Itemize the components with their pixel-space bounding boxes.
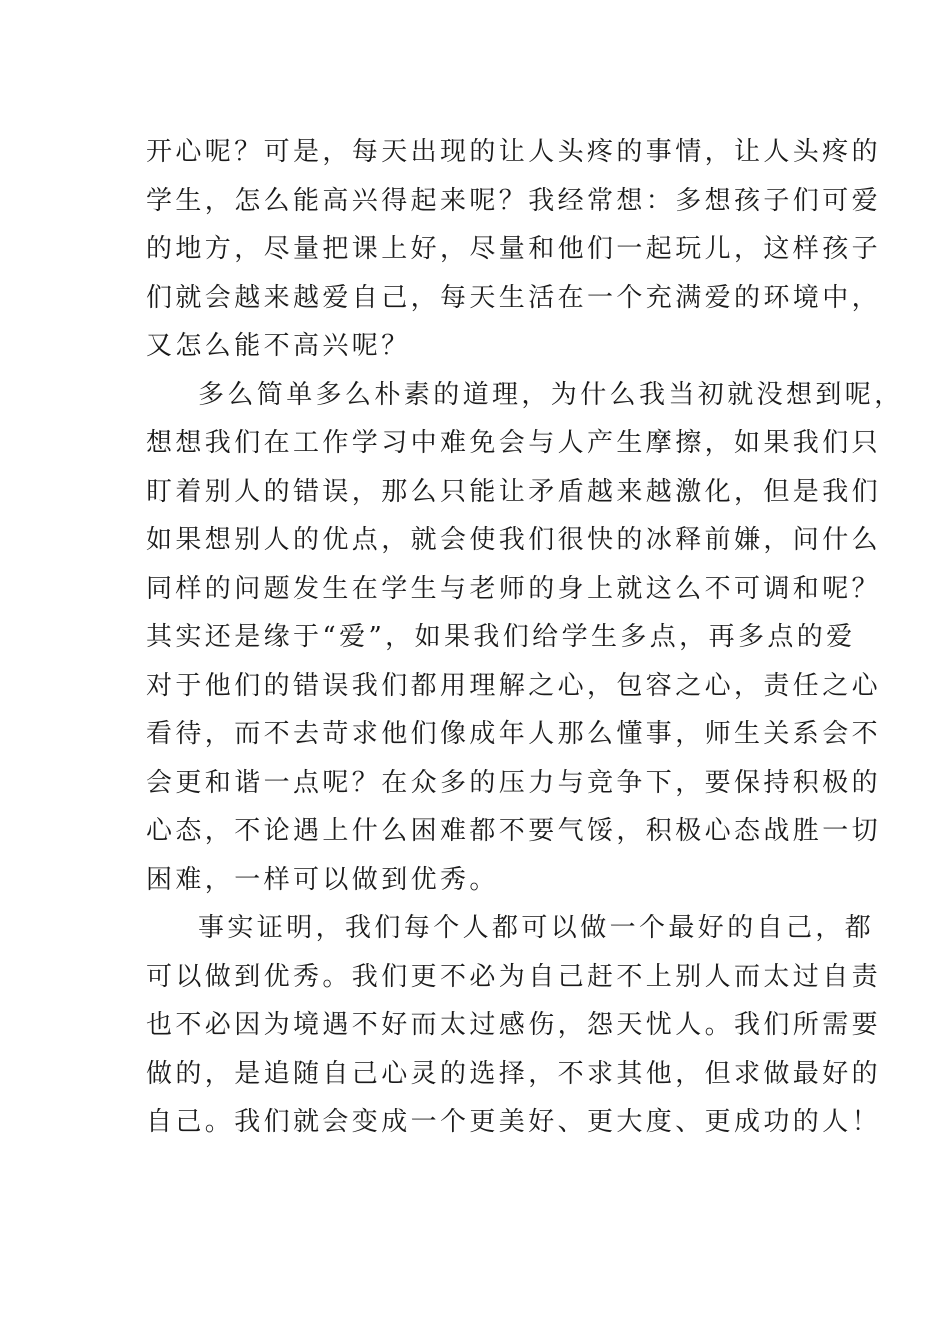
text-line: 其实还是缘于“爱”，如果我们给学生多点，再多点的爱 [146,622,856,652]
text-line: 多么简单多么朴素的道理，为什么我当初就没想到呢， [198,379,904,410]
text-line: 可以做到优秀。我们更不必为自己赶不上别人而太过自责 [146,961,882,992]
text-line: 对于他们的错误我们都用理解之心，包容之心，责任之心 [146,670,882,701]
text-line: 同样的问题发生在学生与老师的身上就这么不可调和呢？ [146,573,882,604]
text-line: 心态，不论遇上什么困难都不要气馁，积极心态战胜一切 [146,816,882,846]
text-line: 困难，一样可以做到优秀。 [146,864,499,895]
text-line: 学生，怎么能高兴得起来呢？我经常想：多想孩子们可爱 [146,185,882,216]
text-line: 开心呢？可是，每天出现的让人头疼的事情，让人头疼的 [146,137,882,167]
text-line: 又怎么能不高兴呢？ [146,331,411,361]
text-line: 做的，是追随自己心灵的选择，不求其他，但求做最好的 [146,1058,882,1089]
text-line: 也不必因为境遇不好而太过感伤，怨天忧人。我们所需要 [146,1010,882,1040]
text-line: 自己。我们就会变成一个更美好、更大度、更成功的人！ [146,1107,882,1137]
text-line: 想想我们在工作学习中难免会与人产生摩擦，如果我们只 [146,428,882,458]
text-line: 盯着别人的错误，那么只能让矛盾越来越激化，但是我们 [146,476,882,507]
text-line: 们就会越来越爱自己，每天生活在一个充满爱的环境中， [146,282,882,313]
text-line: 如果想别人的优点，就会使我们很快的冰释前嫌，问什么 [146,525,882,555]
text-line: 事实证明，我们每个人都可以做一个最好的自己，都 [198,913,875,943]
body-text [146,128,904,1147]
text-line: 的地方，尽量把课上好，尽量和他们一起玩儿，这样孩子 [146,234,882,264]
text-line: 会更和谐一点呢？在众多的压力与竞争下，要保持积极的 [146,767,882,798]
text-line: 看待，而不去苛求他们像成年人那么懂事，师生关系会不 [146,719,882,749]
